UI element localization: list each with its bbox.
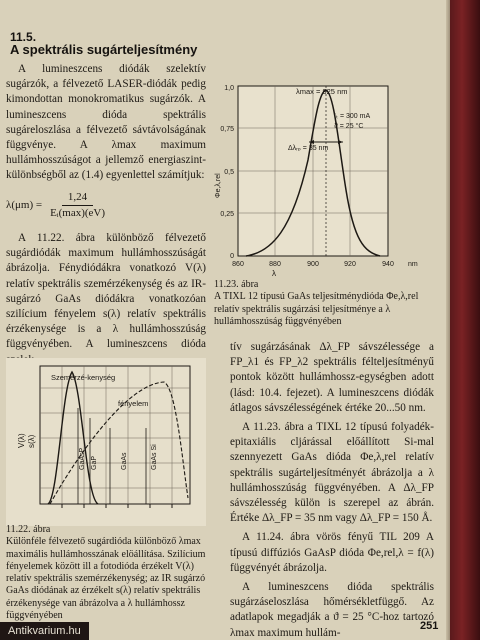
label-gap: GaP — [91, 455, 98, 470]
label-gaas: GaAs — [121, 452, 128, 470]
y-tick: 1,0 — [224, 85, 234, 92]
y-tick: 0,5 — [224, 169, 234, 176]
caption-title: 11.22. ábra — [6, 524, 51, 535]
figure-11-22 — [6, 358, 206, 526]
x-tick: 920 — [344, 261, 356, 268]
x-tick: 880 — [269, 261, 281, 268]
y-tick: 0,25 — [220, 211, 234, 218]
figure-11-23-caption — [214, 279, 434, 328]
page-number: 251 — [420, 620, 439, 632]
caption-title: 11.23. ábra — [214, 279, 259, 290]
label-temperature: ϑ = 25 °C — [334, 123, 364, 130]
x-tick: 940 — [382, 261, 394, 268]
figure-11-22-caption — [6, 524, 206, 622]
y-axis-label-s: s(λ) — [27, 434, 36, 448]
paragraph: A lumineszcens dióda spektrális sugárzáseloszlása hőmérsékletfüggő. Az adatlapok megadják a ϑ = 25 °C-hoz tartozó λmax maximum hullám- — [230, 581, 434, 639]
y-tick: 0 — [230, 253, 234, 260]
formula-numerator: 1,24 — [62, 190, 93, 206]
x-tick: 860 — [232, 261, 244, 268]
y-tick: 0,75 — [220, 126, 234, 133]
paragraph: tív sugárzásának Δλ_FP sávszélessége a FP_λ1 és FP_λ2 spektrális félteljesítményű pontok között hullámhossz-egységben adott (lásd: 10.4. fejezet). A lumineszcens diódák átlagos sávszélességének értéke 20...50 nm. — [230, 341, 434, 414]
x-unit: nm — [408, 261, 418, 268]
right-text-column — [230, 340, 434, 640]
label-gaas-si: GaAs Si — [151, 444, 158, 470]
label-lambda-max: λmax = 925 nm — [296, 87, 348, 96]
x-axis-label: λ — [272, 269, 276, 278]
caption-text: Különféle félvezető sugárdióda különböző λmax maximális hullámhosszának elöállítása. Szilícium fényelemek között ill a fotodióda érzékelt V(λ) relatív spektrális szemérzékenység; az IR sugárzó GaAs diódának az érzékelt s(λ) relatív spektrális érzékenysége van ábrázolva a λ hullámhossz függvényében — [6, 536, 206, 622]
label-szemerzekenyseg: Szemérzé-kenység — [51, 373, 116, 382]
x-tick: 900 — [307, 261, 319, 268]
y-axis-label: Φe,λ,rel — [215, 173, 222, 198]
formula — [6, 190, 206, 221]
label-gaasp: GaAsP — [79, 447, 86, 470]
formula-fraction — [50, 190, 105, 221]
label-current: Iₜ = 300 mA — [334, 113, 371, 120]
paragraph: A 11.22. ábra különböző félvezető sugárdiódák maximum hullámhosszúságát ábrázolja. Fénydiódákra vonatkozó V(λ) relatív spektrális szemérzékenység és az IR-sugárzó GaAs diódákra vonatkozóan szilícium fényelem s(λ) relatív spektrális érzékenysége is a λ hullámhosszúság függvényében. A lumineszcens dióda — [6, 232, 206, 351]
label-fenyelem: fényelem — [118, 399, 149, 408]
book-cover-edge — [450, 0, 480, 640]
paragraph: A lumineszcens diódák szelektív sugárzók, a félvezető LASER-diódák pedig kimondottan monokromatikus sugárzók. A lumineszcens dióda spektrális sugáreloszlása a félvezető sávtávolságának függvénye. A λmax maximum hullámhosszúságot a jellemző energiaszint-különbségből az (1.4) egyenlettel számítjuk: — [6, 63, 206, 182]
label-bandwidth: Δλᵣₚ = 35 nm — [288, 145, 329, 152]
watermark: Antikvarium.hu — [0, 622, 89, 640]
y-axis-label-v: V(λ) — [17, 433, 26, 448]
section-number: 11.5. — [10, 30, 37, 44]
paragraph: A 11.23. ábra a TIXL 12 típusú folyadék-epitaxiális cljárással előállított Si-mal szennyezett GaAs dióda Φe,λ,rel relatív spektrális sugárteljesítményét ábrázolja a λ hullámhosszúság függvényében. A Δλ_FP sávszélesség külön is szerepel az ábrán. Értéke Δλ_FP = 35 nm vagy Δλ_FP = 150 Å. — [230, 421, 434, 525]
paragraph: A 11.24. ábra vörös fényű TIL 209 A típusú diffúziós GaAsP dióda Φe,rel,λ = f(λ) függvényét ábrázolja. — [230, 531, 434, 574]
figure-11-23 — [212, 80, 434, 278]
caption-text: A TIXL 12 típusú GaAs teljesítménydióda Φe,λ,rel relatív spektrális sugárzási teljesítménye a λ hullámhosszúság függvényében — [214, 291, 419, 327]
section-title: A spektrális sugárteljesítmény — [10, 42, 198, 57]
formula-lhs: λ(μm) = — [6, 198, 43, 211]
left-text-column — [6, 62, 206, 374]
formula-denominator: Eᵢ(max)(eV) — [50, 206, 106, 219]
